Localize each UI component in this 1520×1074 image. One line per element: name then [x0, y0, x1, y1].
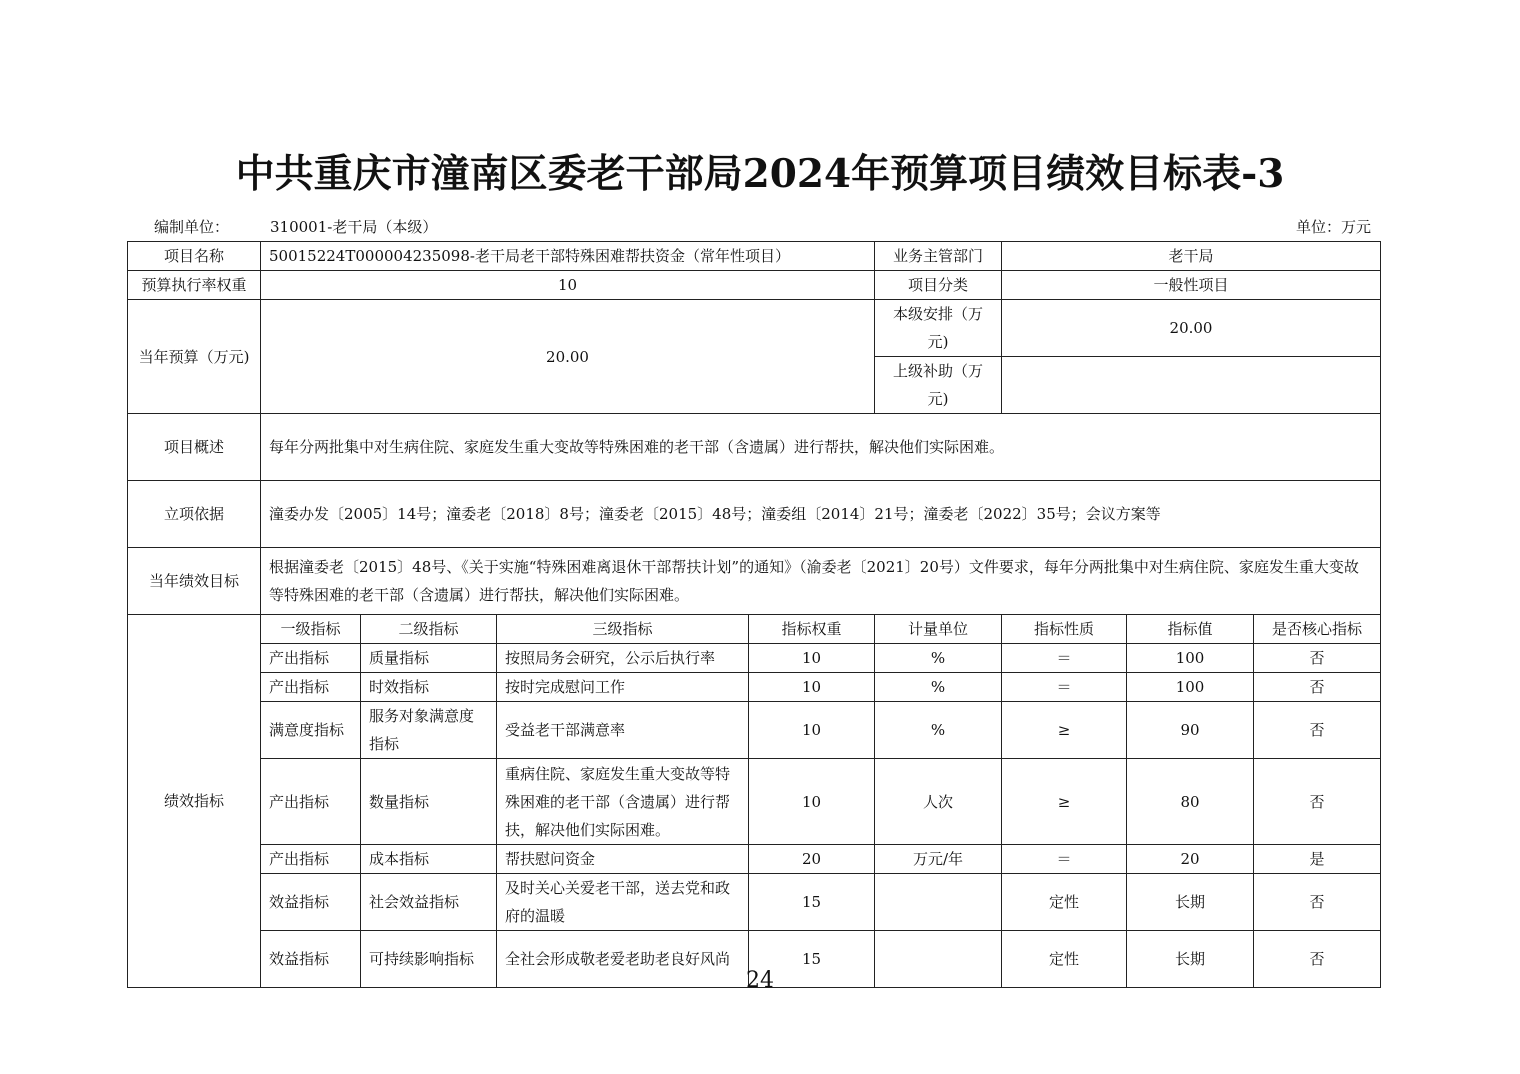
row-nature: ≥ — [1002, 702, 1127, 759]
header-l2: 二级指标 — [361, 615, 497, 644]
dept-value: 老干局 — [1002, 242, 1381, 271]
header-weight: 指标权重 — [749, 615, 875, 644]
basis-value: 潼委办发〔2005〕14号；潼委老〔2018〕8号；潼委老〔2015〕48号；潼委组〔2014〕21号；潼委老〔2022〕35号；会议方案等 — [261, 481, 1381, 548]
row-value: 80 — [1127, 759, 1254, 845]
upper-value — [1002, 357, 1381, 414]
row-weight: 10 — [749, 702, 875, 759]
row-nature: 定性 — [1002, 874, 1127, 931]
header-l1: 一级指标 — [261, 615, 361, 644]
header-l3: 三级指标 — [497, 615, 749, 644]
project-name-label: 项目名称 — [128, 242, 261, 271]
page-title: 中共重庆市潼南区委老干部局2024年预算项目绩效目标表-3 — [235, 151, 1285, 197]
row-weight: 20 — [749, 845, 875, 874]
weight-label: 预算执行率权重 — [128, 271, 261, 300]
local-label: 本级安排（万元) — [875, 300, 1002, 357]
header-core: 是否核心指标 — [1254, 615, 1381, 644]
row-value: 90 — [1127, 702, 1254, 759]
row-value: 100 — [1127, 673, 1254, 702]
row-l1: 效益指标 — [261, 874, 361, 931]
header-unit: 计量单位 — [875, 615, 1002, 644]
local-value: 20.00 — [1002, 300, 1381, 357]
row-l1: 产出指标 — [261, 759, 361, 845]
header-value: 指标值 — [1127, 615, 1254, 644]
overview-label: 项目概述 — [128, 414, 261, 481]
row-l1: 效益指标 — [261, 931, 361, 988]
basis-label: 立项依据 — [128, 481, 261, 548]
row-weight: 10 — [749, 673, 875, 702]
dept-label: 业务主管部门 — [875, 242, 1002, 271]
row-l2: 成本指标 — [361, 845, 497, 874]
row-nature: ≥ — [1002, 759, 1127, 845]
performance-table — [127, 241, 1381, 988]
row-nature: ＝ — [1002, 673, 1127, 702]
row-weight: 15 — [749, 931, 875, 988]
table-row — [128, 759, 1381, 845]
row-unit: % — [875, 673, 1002, 702]
row-l2: 时效指标 — [361, 673, 497, 702]
row-value: 20 — [1127, 845, 1254, 874]
row-unit: % — [875, 644, 1002, 673]
row-l1: 产出指标 — [261, 673, 361, 702]
row-l3: 帮扶慰问资金 — [497, 845, 749, 874]
row-l1: 产出指标 — [261, 845, 361, 874]
row-l3: 及时关心关爱老干部，送去党和政府的温暖 — [497, 874, 749, 931]
row-core: 否 — [1254, 931, 1381, 988]
row-l3: 受益老干部满意率 — [497, 702, 749, 759]
row-core: 是 — [1254, 845, 1381, 874]
table-row — [128, 702, 1381, 759]
goal-value: 根据潼委老〔2015〕48号、《关于实施“特殊困难离退休干部帮扶计划”的通知》（渝委老〔2021〕20号）文件要求，每年分两批集中对生病住院、家庭发生重大变故等特殊困难的老干部（含遗属）进行帮扶，解决他们实际困难。 — [261, 548, 1381, 615]
indicators-section-label: 绩效指标 — [128, 615, 261, 988]
header-nature: 指标性质 — [1002, 615, 1127, 644]
table-row — [128, 874, 1381, 931]
row-value: 长期 — [1127, 874, 1254, 931]
table-row — [128, 644, 1381, 673]
budget-value: 20.00 — [261, 300, 875, 414]
row-value: 长期 — [1127, 931, 1254, 988]
row-unit: % — [875, 702, 1002, 759]
unit-value: 310001-老干局（本级） — [270, 218, 438, 236]
row-l2: 质量指标 — [361, 644, 497, 673]
row-nature: ＝ — [1002, 845, 1127, 874]
row-core: 否 — [1254, 874, 1381, 931]
row-weight: 10 — [749, 759, 875, 845]
row-l2: 可持续影响指标 — [361, 931, 497, 988]
row-core: 否 — [1254, 759, 1381, 845]
table-row — [128, 845, 1381, 874]
row-l2: 社会效益指标 — [361, 874, 497, 931]
overview-value: 每年分两批集中对生病住院、家庭发生重大变故等特殊困难的老干部（含遗属）进行帮扶，解决他们实际困难。 — [261, 414, 1381, 481]
row-core: 否 — [1254, 644, 1381, 673]
row-l1: 满意度指标 — [261, 702, 361, 759]
row-unit — [875, 874, 1002, 931]
table-row — [128, 673, 1381, 702]
row-core: 否 — [1254, 702, 1381, 759]
row-l3: 按照局务会研究，公示后执行率 — [497, 644, 749, 673]
row-l2: 服务对象满意度指标 — [361, 702, 497, 759]
row-unit: 万元/年 — [875, 845, 1002, 874]
budget-label: 当年预算（万元) — [128, 300, 261, 414]
project-name-value: 50015224T000004235098-老干局老干部特殊困难帮扶资金（常年性项目） — [261, 242, 875, 271]
row-weight: 10 — [749, 644, 875, 673]
row-l3: 按时完成慰问工作 — [497, 673, 749, 702]
row-core: 否 — [1254, 673, 1381, 702]
row-unit: 人次 — [875, 759, 1002, 845]
row-value: 100 — [1127, 644, 1254, 673]
row-nature: ＝ — [1002, 644, 1127, 673]
row-weight: 15 — [749, 874, 875, 931]
category-label: 项目分类 — [875, 271, 1002, 300]
weight-value: 10 — [261, 271, 875, 300]
category-value: 一般性项目 — [1002, 271, 1381, 300]
row-l3: 全社会形成敬老爱老助老良好风尚 — [497, 931, 749, 988]
unit-label: 编制单位： — [154, 218, 230, 236]
row-l2: 数量指标 — [361, 759, 497, 845]
currency-unit: 单位：万元 — [1295, 218, 1371, 236]
page-number: 24 — [746, 968, 774, 993]
upper-label: 上级补助（万元) — [875, 357, 1002, 414]
row-nature: 定性 — [1002, 931, 1127, 988]
row-l1: 产出指标 — [261, 644, 361, 673]
goal-label: 当年绩效目标 — [128, 548, 261, 615]
row-l3: 重病住院、家庭发生重大变故等特殊困难的老干部（含遗属）进行帮扶，解决他们实际困难。 — [497, 759, 749, 845]
